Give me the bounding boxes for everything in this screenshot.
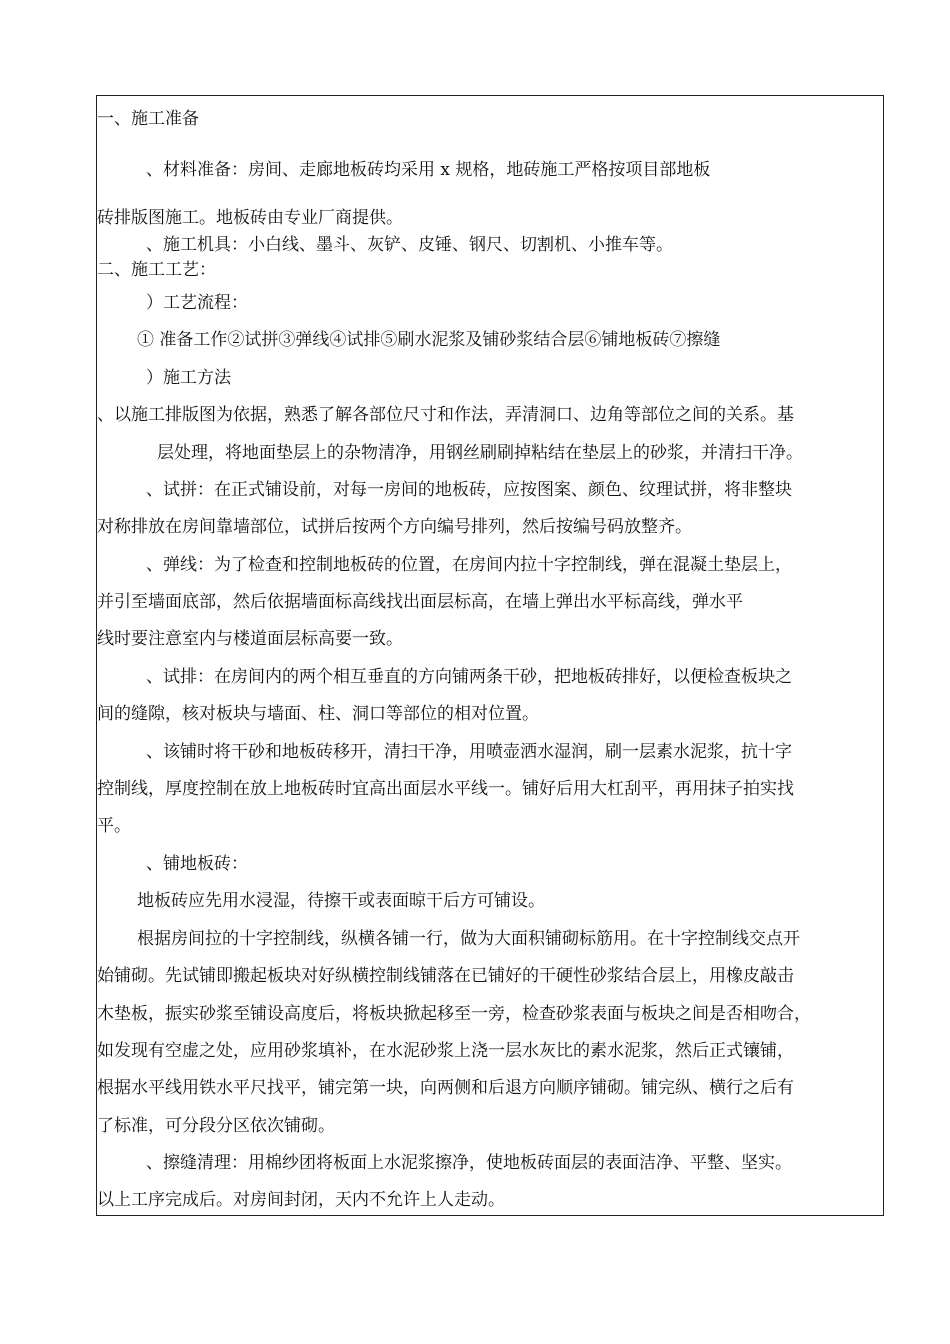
text-line: 、试排：在房间内的两个相互垂直的方向铺两条干砂，把地板砖排好，以便检查板块之	[146, 667, 792, 687]
subheading-laying-tiles: 、铺地板砖：	[146, 854, 248, 874]
text-line: 层处理，将地面垫层上的杂物清净，用钢丝刷刷掉粘结在垫层上的砂浆，并清扫干净。	[157, 443, 803, 463]
text-line: 以上工序完成后。对房间封闭，天内不允许上人走动。	[97, 1190, 505, 1210]
text-line: 砖排版图施工。地板砖由专业厂商提供。	[97, 208, 403, 228]
text-line: 如发现有空虚之处，应用砂浆填补，在水泥砂浆上浇一层水灰比的素水泥浆，然后正式镶铺，	[97, 1041, 794, 1061]
text-line: 木垫板，振实砂浆至铺设高度后，将板块掀起移至一旁，检查砂浆表面与板块之间是否相吻合，	[97, 1004, 811, 1024]
text-line: 、材料准备：房间、走廊地板砖均采用 x 规格，地砖施工严格按项目部地板	[146, 160, 711, 180]
section-heading-process: 二、施工工艺：	[97, 260, 216, 280]
text-line: 对称排放在房间靠墙部位，试拼后按两个方向编号排列，然后按编号码放整齐。	[97, 517, 692, 537]
text-line: 、以施工排版图为依据，熟悉了解各部位尺寸和作法，弄清洞口、边角等部位之间的关系。基	[97, 405, 794, 425]
text-line: 、施工机具：小白线、墨斗、灰铲、皮锤、钢尺、切割机、小推车等。	[146, 235, 673, 255]
text-line: 根据房间拉的十字控制线，纵横各铺一行，做为大面积铺砌标筋用。在十字控制线交点开	[137, 929, 800, 949]
text-line: 、该铺时将干砂和地板砖移开，清扫干净，用喷壶洒水湿润，刷一层素水泥浆，抗十字	[146, 742, 792, 762]
text-line: 线时要注意室内与楼道面层标高要一致。	[97, 629, 403, 649]
text-line: 、弹线：为了检查和控制地板砖的位置，在房间内拉十字控制线，弹在混凝土垫层上，	[146, 555, 792, 575]
subheading-method: ）施工方法	[146, 368, 231, 388]
subheading-process-flow: ）工艺流程：	[146, 293, 248, 313]
text-line: 始铺砌。先试铺即搬起板块对好纵横控制线铺落在已铺好的干硬性砂浆结合层上，用橡皮敲击	[97, 966, 794, 986]
text-line: 、试拼：在正式铺设前，对每一房间的地板砖，应按图案、颜色、纹理试拼，将非整块	[146, 480, 792, 500]
text-line: ① 准备工作②试拼③弹线④试排⑤刷水泥浆及铺砂浆结合层⑥铺地板砖⑦擦缝	[137, 330, 721, 350]
text-line: 间的缝隙，核对板块与墙面、柱、洞口等部位的相对位置。	[97, 704, 539, 724]
section-heading-preparation: 一、施工准备	[97, 109, 199, 129]
text-line: 地板砖应先用水浸湿，待擦干或表面晾干后方可铺设。	[137, 891, 545, 911]
text-line: 、擦缝清理：用棉纱团将板面上水泥浆擦净，使地板砖面层的表面洁净、平整、坚实。	[146, 1153, 792, 1173]
text-line: 平。	[97, 816, 131, 836]
text-line: 并引至墙面底部，然后依据墙面标高线找出面层标高，在墙上弹出水平标高线，弹水平	[97, 592, 743, 612]
text-line: 根据水平线用铁水平尺找平，铺完第一块，向两侧和后退方向顺序铺砌。铺完纵、横行之后有	[97, 1078, 794, 1098]
text-line: 了标准，可分段分区依次铺砌。	[97, 1116, 335, 1136]
text-line: 控制线，厚度控制在放上地板砖时宜高出面层水平线一。铺好后用大杠刮平，再用抹子拍实找	[97, 779, 794, 799]
